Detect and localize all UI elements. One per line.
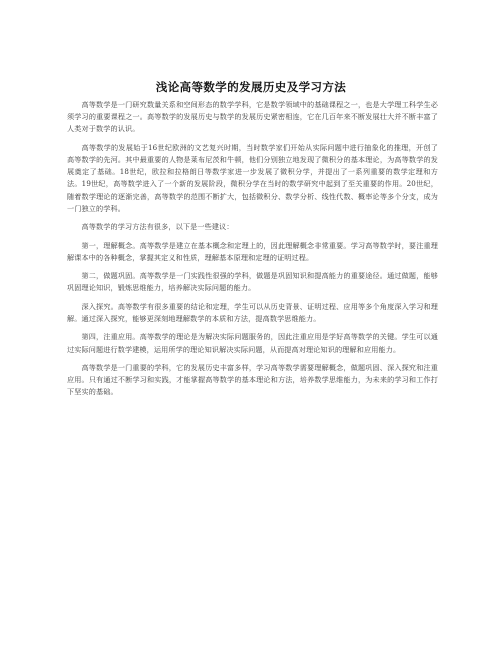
paragraph-conclusion: 高等数学是一门重要的学科，它的发展历史丰富多样，学习高等数学需要理解概念，做题巩固、深入探究和注重应用。只有通过不断学习和实践，才能掌握高等数学的基本理论和方法，培养数学思维能力，为未来的学习和工作打下坚实的基础。 <box>67 362 438 397</box>
paragraph-method-4: 第四，注重应用。高等数学的理论是为解决实际问题服务的，因此注重应用是学好高等数学的关键。学生可以通过实际问题进行数学建模，运用所学的理论知识解决实际问题，从而提高对理论知识的理解和应用能力。 <box>67 332 438 354</box>
document-title: 浅论高等数学的发展历史及学习方法 <box>155 80 347 94</box>
paragraph-intro: 高等数学是一门研究数量关系和空间形态的数学学科，它是数学领域中的基础课程之一，也是大学理工科学生必须学习的重要课程之一。高等数学的发展历史与数学的发展历史紧密相连，它在几百年来不断发展壮大并不断丰富了人类对于数学的认识。 <box>67 100 438 134</box>
paragraph-method-2: 第二，做题巩固。高等数学是一门实践性很强的学科，做题是巩固知识和提高能力的重要途径。通过做题，能够巩固理论知识，锻炼思维能力，培养解决实际问题的能力。 <box>67 271 438 293</box>
paragraph-methods-intro: 高等数学的学习方法有很多，以下是一些建议： <box>81 222 234 232</box>
paragraph-method-3: 深入探究。高等数学有很多重要的结论和定理，学生可以从历史背景、证明过程、应用等多个角度深入学习和理解。通过深入探究，能够更深刻地理解数学的本质和方法，提高数学思维能力。 <box>67 301 438 323</box>
document-body <box>67 99 438 405</box>
paragraph-history: 高等数学的发展始于16世纪欧洲的文艺复兴时期，当时数学家们开始从实际问题中进行抽象化的推理，开创了高等数学的先河。其中最重要的人物是莱布尼茨和牛顿，他们分别独立地发现了微积分的基本理论，为高等数学的发展奠定了基础。18世纪，欧拉和拉格朗日等数学家进一步发展了微积分学，并提出了一系列重要的数学定理和方法。19世纪，高等数学进入了一个新的发展阶段，微积分学在当时的数学研究中起到了至关重要的作用。20世纪，随着数学理论的逐渐完善，高等数学的范围不断扩大，包括微积分、数学分析、线性代数、概率论等多个分支，成为一门独立的学科。 <box>67 142 438 213</box>
paragraph-method-1: 第一，理解概念。高等数学是建立在基本概念和定理上的，因此理解概念非常重要。学习高等数学时，要注重理解课本中的各种概念，掌握其定义和性质，理解基本原理和定理的证明过程。 <box>67 240 438 262</box>
